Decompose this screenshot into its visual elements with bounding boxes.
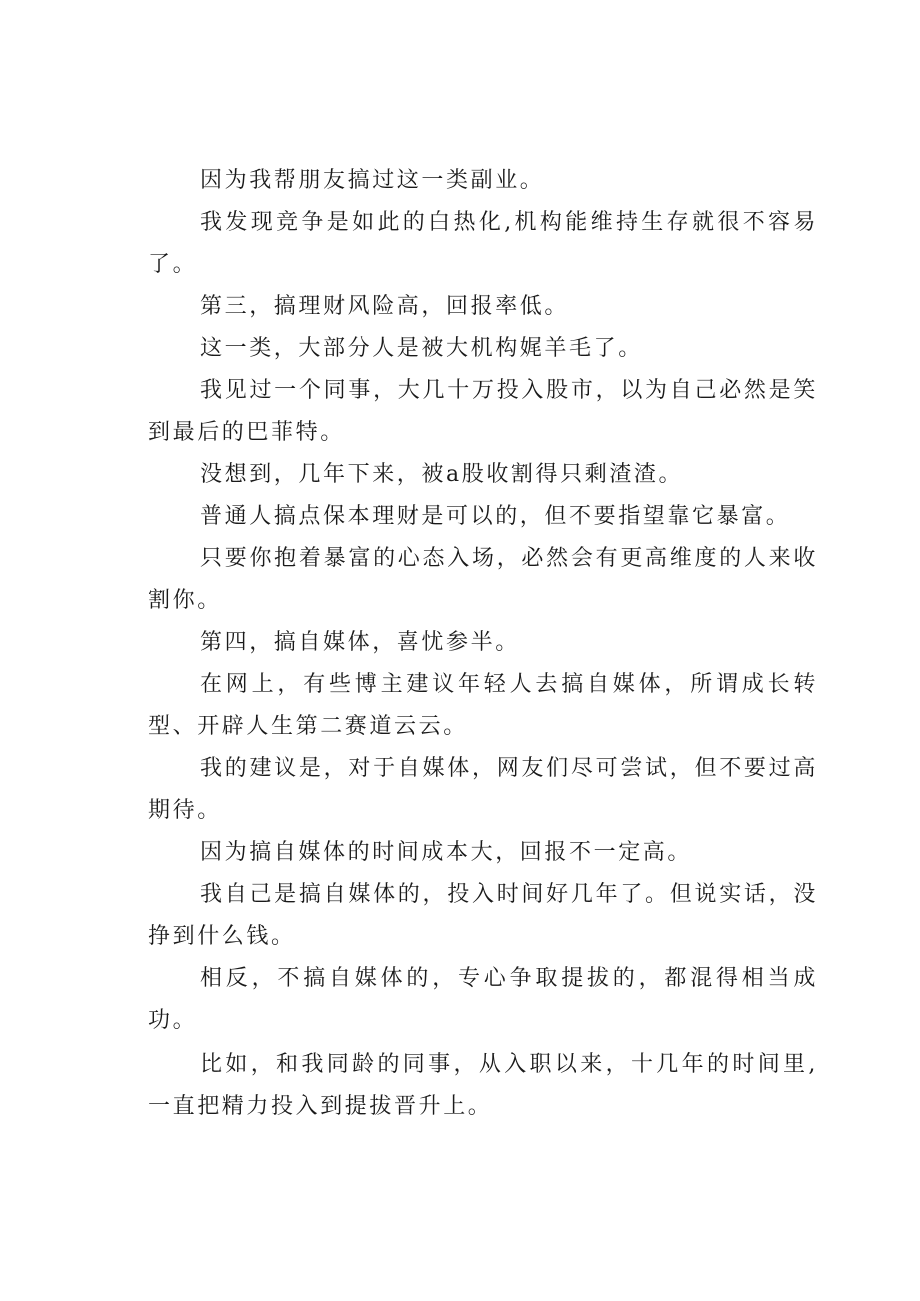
paragraph: 第三，搞理财风险高，回报率低。: [200, 294, 570, 319]
paragraph: 这一类，大部分人是被大机构娓羊毛了。: [200, 336, 643, 361]
paragraph: 相反，不搞自媒体的，专心争取提拔的，都混得相当成功。: [148, 966, 818, 1033]
paragraph: 普通人搞点保本理财是可以的，但不要指望靠它暴富。: [200, 504, 791, 529]
paragraph: 在网上，有些博主建议年轻人去搞自媒体，所谓成长转型、开辟人生第二赛道云云。: [148, 672, 818, 739]
paragraph: 第四，搞自媒体，喜忧参半。: [200, 630, 520, 655]
paragraph: 只要你抱着暴富的心态入场，必然会有更高维度的人来收割你。: [148, 546, 818, 613]
paragraph: 比如，和我同龄的同事，从入职以来，十几年的时间里,一直把精力投入到提拔晋升上。: [148, 1052, 818, 1119]
paragraph: 我的建议是，对于自媒体，网友们尽可尝试，但不要过高期待。: [148, 756, 818, 823]
paragraph: 我自己是搞自媒体的，投入时间好几年了。但说实话，没挣到什么钱。: [148, 882, 818, 949]
document-body: [148, 160, 818, 1128]
paragraph: 没想到，几年下来，被a股收割得只剩渣渣。: [200, 462, 684, 487]
paragraph: 我发现竞争是如此的白热化,机构能维持生存就很不容易了。: [148, 210, 818, 277]
paragraph: 我见过一个同事，大几十万投入股市，以为自己必然是笑到最后的巴菲特。: [148, 378, 818, 445]
paragraph: 因为搞自媒体的时间成本大，回报不一定高。: [200, 840, 693, 865]
paragraph: 因为我帮朋友搞过这一类副业。: [200, 168, 545, 193]
